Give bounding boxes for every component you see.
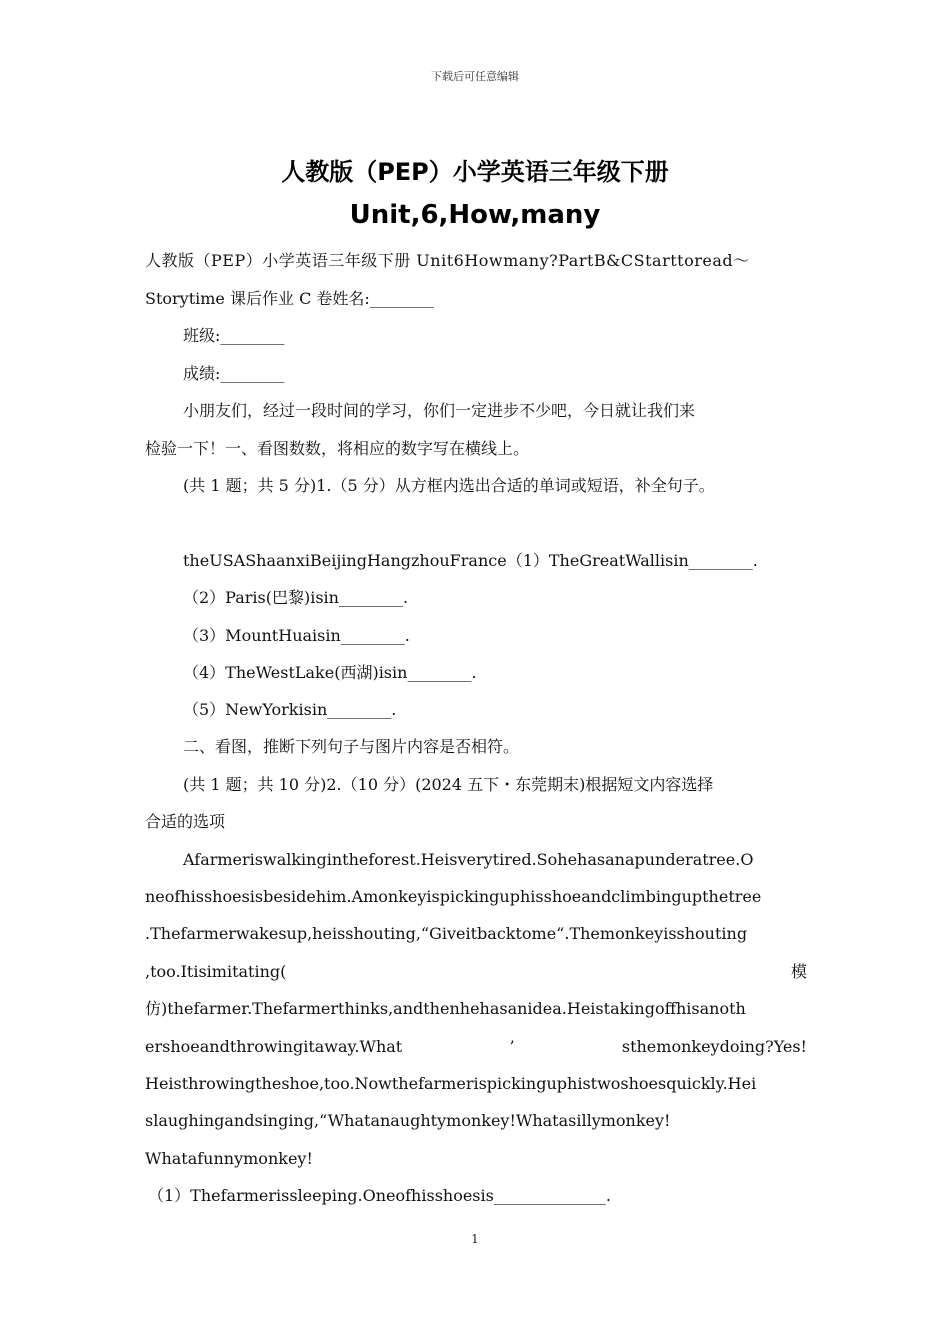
passage-line-4-end: 模 [790, 962, 807, 981]
passage-line-8: slaughingandsinging,“Whatanaughtymonkey!Whatasillymonkey! [145, 1111, 671, 1130]
page-header: 下载后可任意编辑 [431, 70, 519, 83]
passage-line-4-text: ,too.Itisimitating( [145, 962, 287, 981]
section1-question-5: （5）NewYorkisin________. [183, 700, 397, 719]
passage-line-4 [145, 962, 807, 982]
passage-line-6 [145, 1037, 807, 1057]
passage-line-6-end: sthemonkeydoing?Yes! [621, 1037, 807, 1056]
passage-line-7: Heisthrowingtheshoe,too.Nowthefarmerispickinguphistwoshoesquickly.Hei [145, 1074, 757, 1093]
section2-info-1: (共 1 题；共 10 分)2.（10 分）(2024 五下・东莞期末)根据短文内容选择 [183, 775, 714, 794]
passage-line-2: neofhisshoesisbesidehim.Amonkeyispickinguphisshoeandclimbingupthetree [145, 887, 762, 906]
passage-line-5: 仿)thefarmer.Thefarmerthinks,andthenhehasanidea.Heistakingoffhisanoth [145, 999, 746, 1018]
section1-question-1: theUSAShaanxiBeijingHangzhouFrance（1）TheGreatWallisin________. [183, 551, 758, 570]
document-subtitle: Unit,6,How,many [349, 200, 601, 230]
page-number: 1 [471, 1232, 479, 1246]
section1-question-4: （4）TheWestLake(西湖)isin________. [183, 663, 477, 682]
section1-info: (共 1 题；共 5 分)1.（5 分）从方框内选出合适的单词或短语，补全句子。 [183, 476, 715, 495]
passage-line-1: Afarmeriswalkingintheforest.Heisverytired.Sohehasanapunderatree.O [183, 850, 754, 869]
class-field: 班级:________ [183, 326, 285, 345]
document-title: 人教版（PEP）小学英语三年级下册 [281, 158, 669, 186]
greeting-line-2: 检验一下！一、看图数数，将相应的数字写在横线上。 [145, 439, 530, 458]
passage-line-6-text: ershoeandthrowingitaway.What [145, 1037, 403, 1056]
passage-line-6-apostrophe: ’ [509, 1037, 515, 1056]
score-field: 成绩:________ [183, 364, 285, 383]
intro-line-2: Storytime 课后作业 C 卷姓名:________ [145, 289, 434, 308]
section2-question-1: （1）Thefarmerissleeping.Oneofhisshoesis______________. [148, 1186, 611, 1205]
passage-line-3: .Thefarmerwakesup,heisshouting,“Giveitbacktome“.Themonkeyisshouting [145, 924, 748, 943]
greeting-line-1: 小朋友们，经过一段时间的学习，你们一定进步不少吧，今日就让我们来 [183, 401, 696, 420]
section2-info-2: 合适的选项 [145, 812, 226, 831]
section2-heading: 二、看图，推断下列句子与图片内容是否相符。 [183, 737, 520, 756]
passage-line-9: Whatafunnymonkey! [145, 1149, 313, 1168]
intro-line-1: 人教版（PEP）小学英语三年级下册 Unit6Howmany?PartB&CStarttoread～ [145, 251, 750, 270]
section1-question-2: （2）Paris(巴黎)isin________. [183, 588, 409, 607]
section1-question-3: （3）MountHuaisin________. [183, 626, 410, 645]
